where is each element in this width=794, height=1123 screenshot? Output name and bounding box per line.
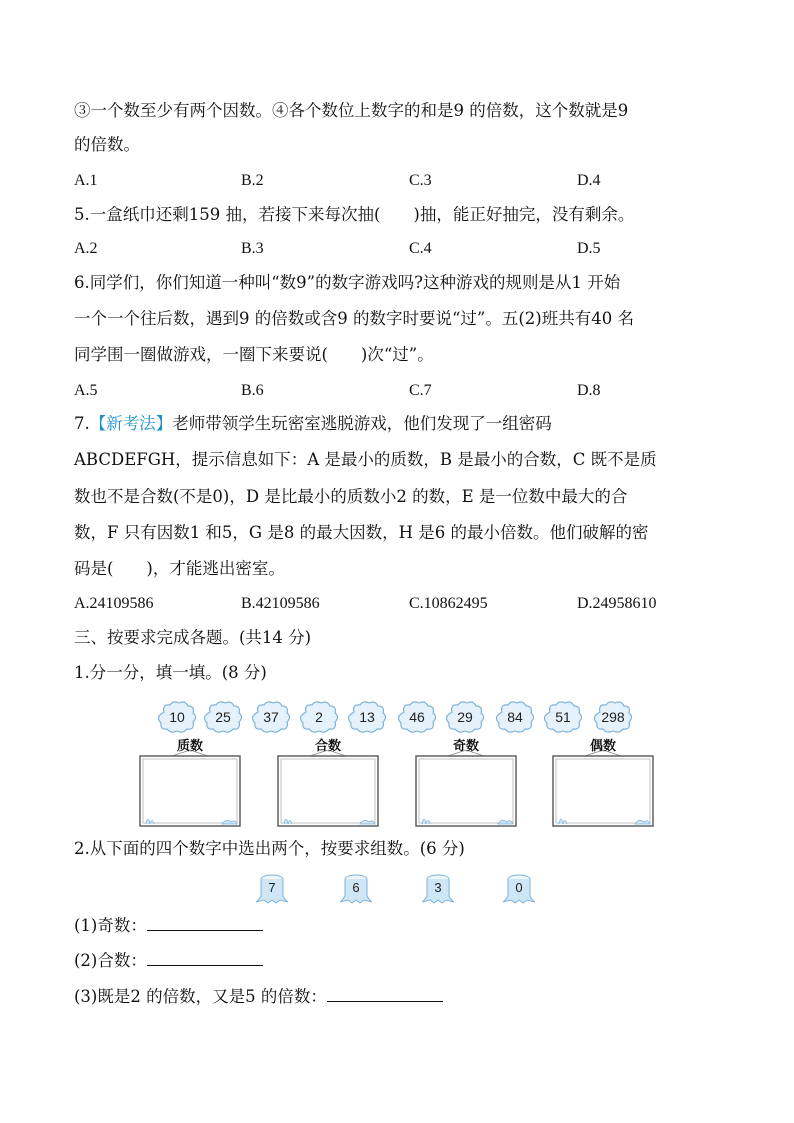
new-method-tag: 【新考法】 xyxy=(89,414,173,433)
q7-line1-text: 老师带领学生玩密室逃脱游戏，他们发现了一组密码 xyxy=(172,414,552,433)
q5-option-d: D.5 xyxy=(577,240,601,257)
cloud-number: 25 xyxy=(215,709,231,725)
s3-q1-title: 1.分一分，填一填。(8 分) xyxy=(74,663,267,682)
q7-option-b: B.42109586 xyxy=(241,595,320,612)
number-cloud[interactable] xyxy=(250,700,292,734)
q5-text: 5.一盒纸巾还剩159 抽，若接下来每次抽( )抽，能正好抽完，没有剩余。 xyxy=(74,205,635,224)
q4-option-b: B.2 xyxy=(241,172,264,189)
cloud-number: 298 xyxy=(601,709,625,725)
cloud-number: 84 xyxy=(507,709,523,725)
q7-line4: 数，F 只有因数1 和5，G 是8 的最大因数，H 是6 的最小倍数。他们破解的密 xyxy=(74,523,649,542)
number-cloud[interactable] xyxy=(156,700,198,734)
stump-digit: 7 xyxy=(268,880,276,895)
answer-blank-3[interactable] xyxy=(327,985,443,1002)
digit-stump xyxy=(340,874,372,904)
answer-blank-2[interactable] xyxy=(147,949,263,966)
q4-line1: ③一个数至少有两个因数。④各个数位上数字的和是9 的倍数，这个数就是9 xyxy=(74,101,629,120)
q7-line1 xyxy=(74,413,552,435)
q4-line2: 的倍数。 xyxy=(74,135,140,154)
number-cloud[interactable] xyxy=(346,700,388,734)
digit-stump xyxy=(256,874,288,904)
q6-option-b: B.6 xyxy=(241,382,264,399)
s3-q2-item-3 xyxy=(74,985,443,1008)
q4-option-d: D.4 xyxy=(577,172,601,189)
q7-option-d: D.24958610 xyxy=(577,595,657,612)
q5-option-a: A.2 xyxy=(74,240,98,257)
item-3-label: (3)既是2 的倍数，又是5 的倍数： xyxy=(74,987,327,1006)
item-1-label: (1)奇数： xyxy=(74,916,147,935)
number-cloud[interactable] xyxy=(298,700,340,734)
sorting-box[interactable] xyxy=(551,740,655,828)
sorting-box-label: 偶数 xyxy=(589,739,616,754)
q5-option-c: C.4 xyxy=(409,240,432,257)
cloud-number: 10 xyxy=(169,709,185,725)
q4-option-c: C.3 xyxy=(409,172,432,189)
sorting-box-label: 奇数 xyxy=(452,739,479,754)
cloud-number: 37 xyxy=(263,709,279,725)
item-2-label: (2)合数： xyxy=(74,951,147,970)
q7-number: 7. xyxy=(74,414,90,433)
number-cloud[interactable] xyxy=(202,700,244,734)
cloud-number: 46 xyxy=(409,709,425,725)
stump-digit: 0 xyxy=(515,880,523,895)
q6-option-d: D.8 xyxy=(577,382,601,399)
answer-blank-1[interactable] xyxy=(147,914,263,931)
digit-stump xyxy=(503,874,535,904)
cloud-number: 29 xyxy=(457,709,473,725)
number-cloud[interactable] xyxy=(592,700,634,734)
number-cloud[interactable] xyxy=(444,700,486,734)
q7-option-a: A.24109586 xyxy=(74,595,154,612)
s3-q2-title: 2.从下面的四个数字中选出两个，按要求组数。(6 分) xyxy=(74,839,465,858)
sorting-box[interactable] xyxy=(138,740,242,828)
section-3-title: 三、按要求完成各题。(共14 分) xyxy=(74,628,312,647)
number-cloud[interactable] xyxy=(494,700,536,734)
q6-line1: 6.同学们，你们知道一种叫“数9”的数字游戏吗?这种游戏的规则是从1 开始 xyxy=(74,273,621,292)
q4-option-a: A.1 xyxy=(74,172,98,189)
cloud-number: 51 xyxy=(555,709,571,725)
s3-q2-item-2 xyxy=(74,949,263,972)
q6-option-a: A.5 xyxy=(74,382,98,399)
q5-option-b: B.3 xyxy=(241,240,264,257)
q7-line5: 码是( )，才能逃出密室。 xyxy=(74,559,285,578)
s3-q2-item-1 xyxy=(74,914,263,937)
sorting-box[interactable] xyxy=(414,740,518,828)
cloud-number: 13 xyxy=(359,709,375,725)
q6-line3: 同学围一圈做游戏，一圈下来要说( )次“过”。 xyxy=(74,345,434,364)
sorting-box-label: 合数 xyxy=(314,739,341,754)
stump-digit: 6 xyxy=(352,880,360,895)
q6-option-c: C.7 xyxy=(409,382,432,399)
stump-digit: 3 xyxy=(434,880,442,895)
q7-line2: ABCDEFGH，提示信息如下：A 是最小的质数，B 是最小的合数，C 既不是质 xyxy=(74,450,657,469)
cloud-number: 2 xyxy=(315,709,323,725)
q7-option-c: C.10862495 xyxy=(409,595,488,612)
digit-stump xyxy=(422,874,454,904)
sorting-box-label: 质数 xyxy=(176,739,203,754)
number-cloud[interactable] xyxy=(396,700,438,734)
q6-line2: 一个一个往后数，遇到9 的倍数或含9 的数字时要说“过”。五(2)班共有40 名 xyxy=(74,309,634,328)
q7-line3: 数也不是合数(不是0)，D 是比最小的质数小2 的数，E 是一位数中最大的合 xyxy=(74,487,628,506)
sorting-box[interactable] xyxy=(276,740,380,828)
number-cloud[interactable] xyxy=(542,700,584,734)
